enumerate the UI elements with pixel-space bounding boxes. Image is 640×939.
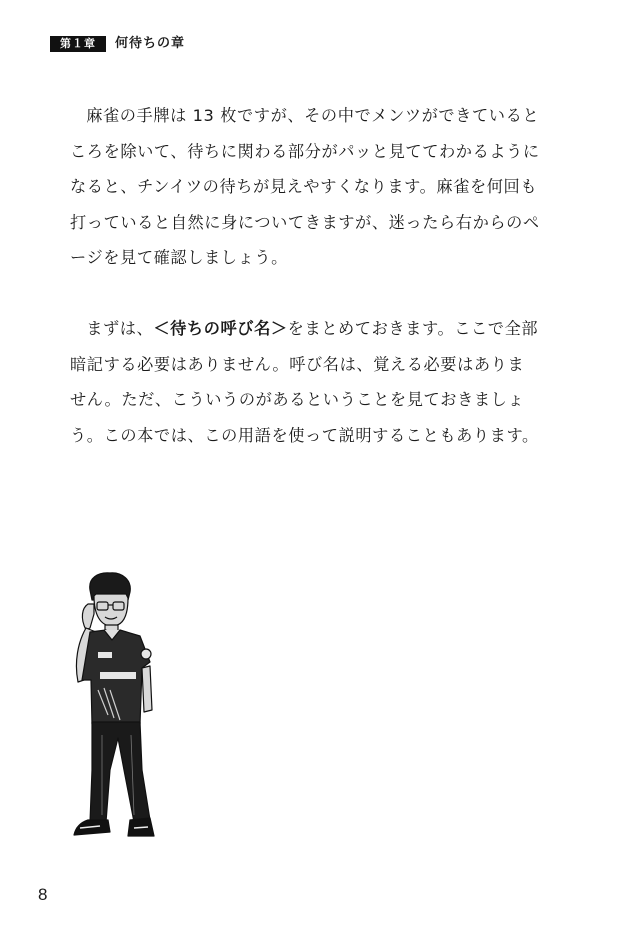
paragraph-naming xyxy=(70,311,540,453)
body-text xyxy=(70,98,540,453)
chapter-header xyxy=(50,36,185,52)
waiting-names-emphasis: ＜待ちの呼び名＞ xyxy=(153,319,288,338)
character-illustration xyxy=(58,570,168,855)
chapter-title: 何待ちの章 xyxy=(115,36,186,51)
paragraph-naming-lead: まずは、 xyxy=(86,319,154,338)
paragraph-intro: 麻雀の手牌は 13 枚ですが、その中でメンツができているところを除いて、待ちに関わる部分がパッと見ててわかるようになると、チンイツの待ちが見えやすくなります。麻雀を何回も打っていると自然に身についてきますが、迷ったら右からのページを見て確認しましょう。 xyxy=(70,106,540,267)
page-number: 8 xyxy=(38,885,48,904)
chapter-label: 第１章 xyxy=(50,36,106,52)
paragraph-naming-rest: をまとめておきます。ここで全部暗記する必要はありません。呼び名は、覚える必要はありません。ただ、こういうのがあるということを見ておきましょう。この本では、この用語を使って説明することもあります。 xyxy=(70,319,539,445)
